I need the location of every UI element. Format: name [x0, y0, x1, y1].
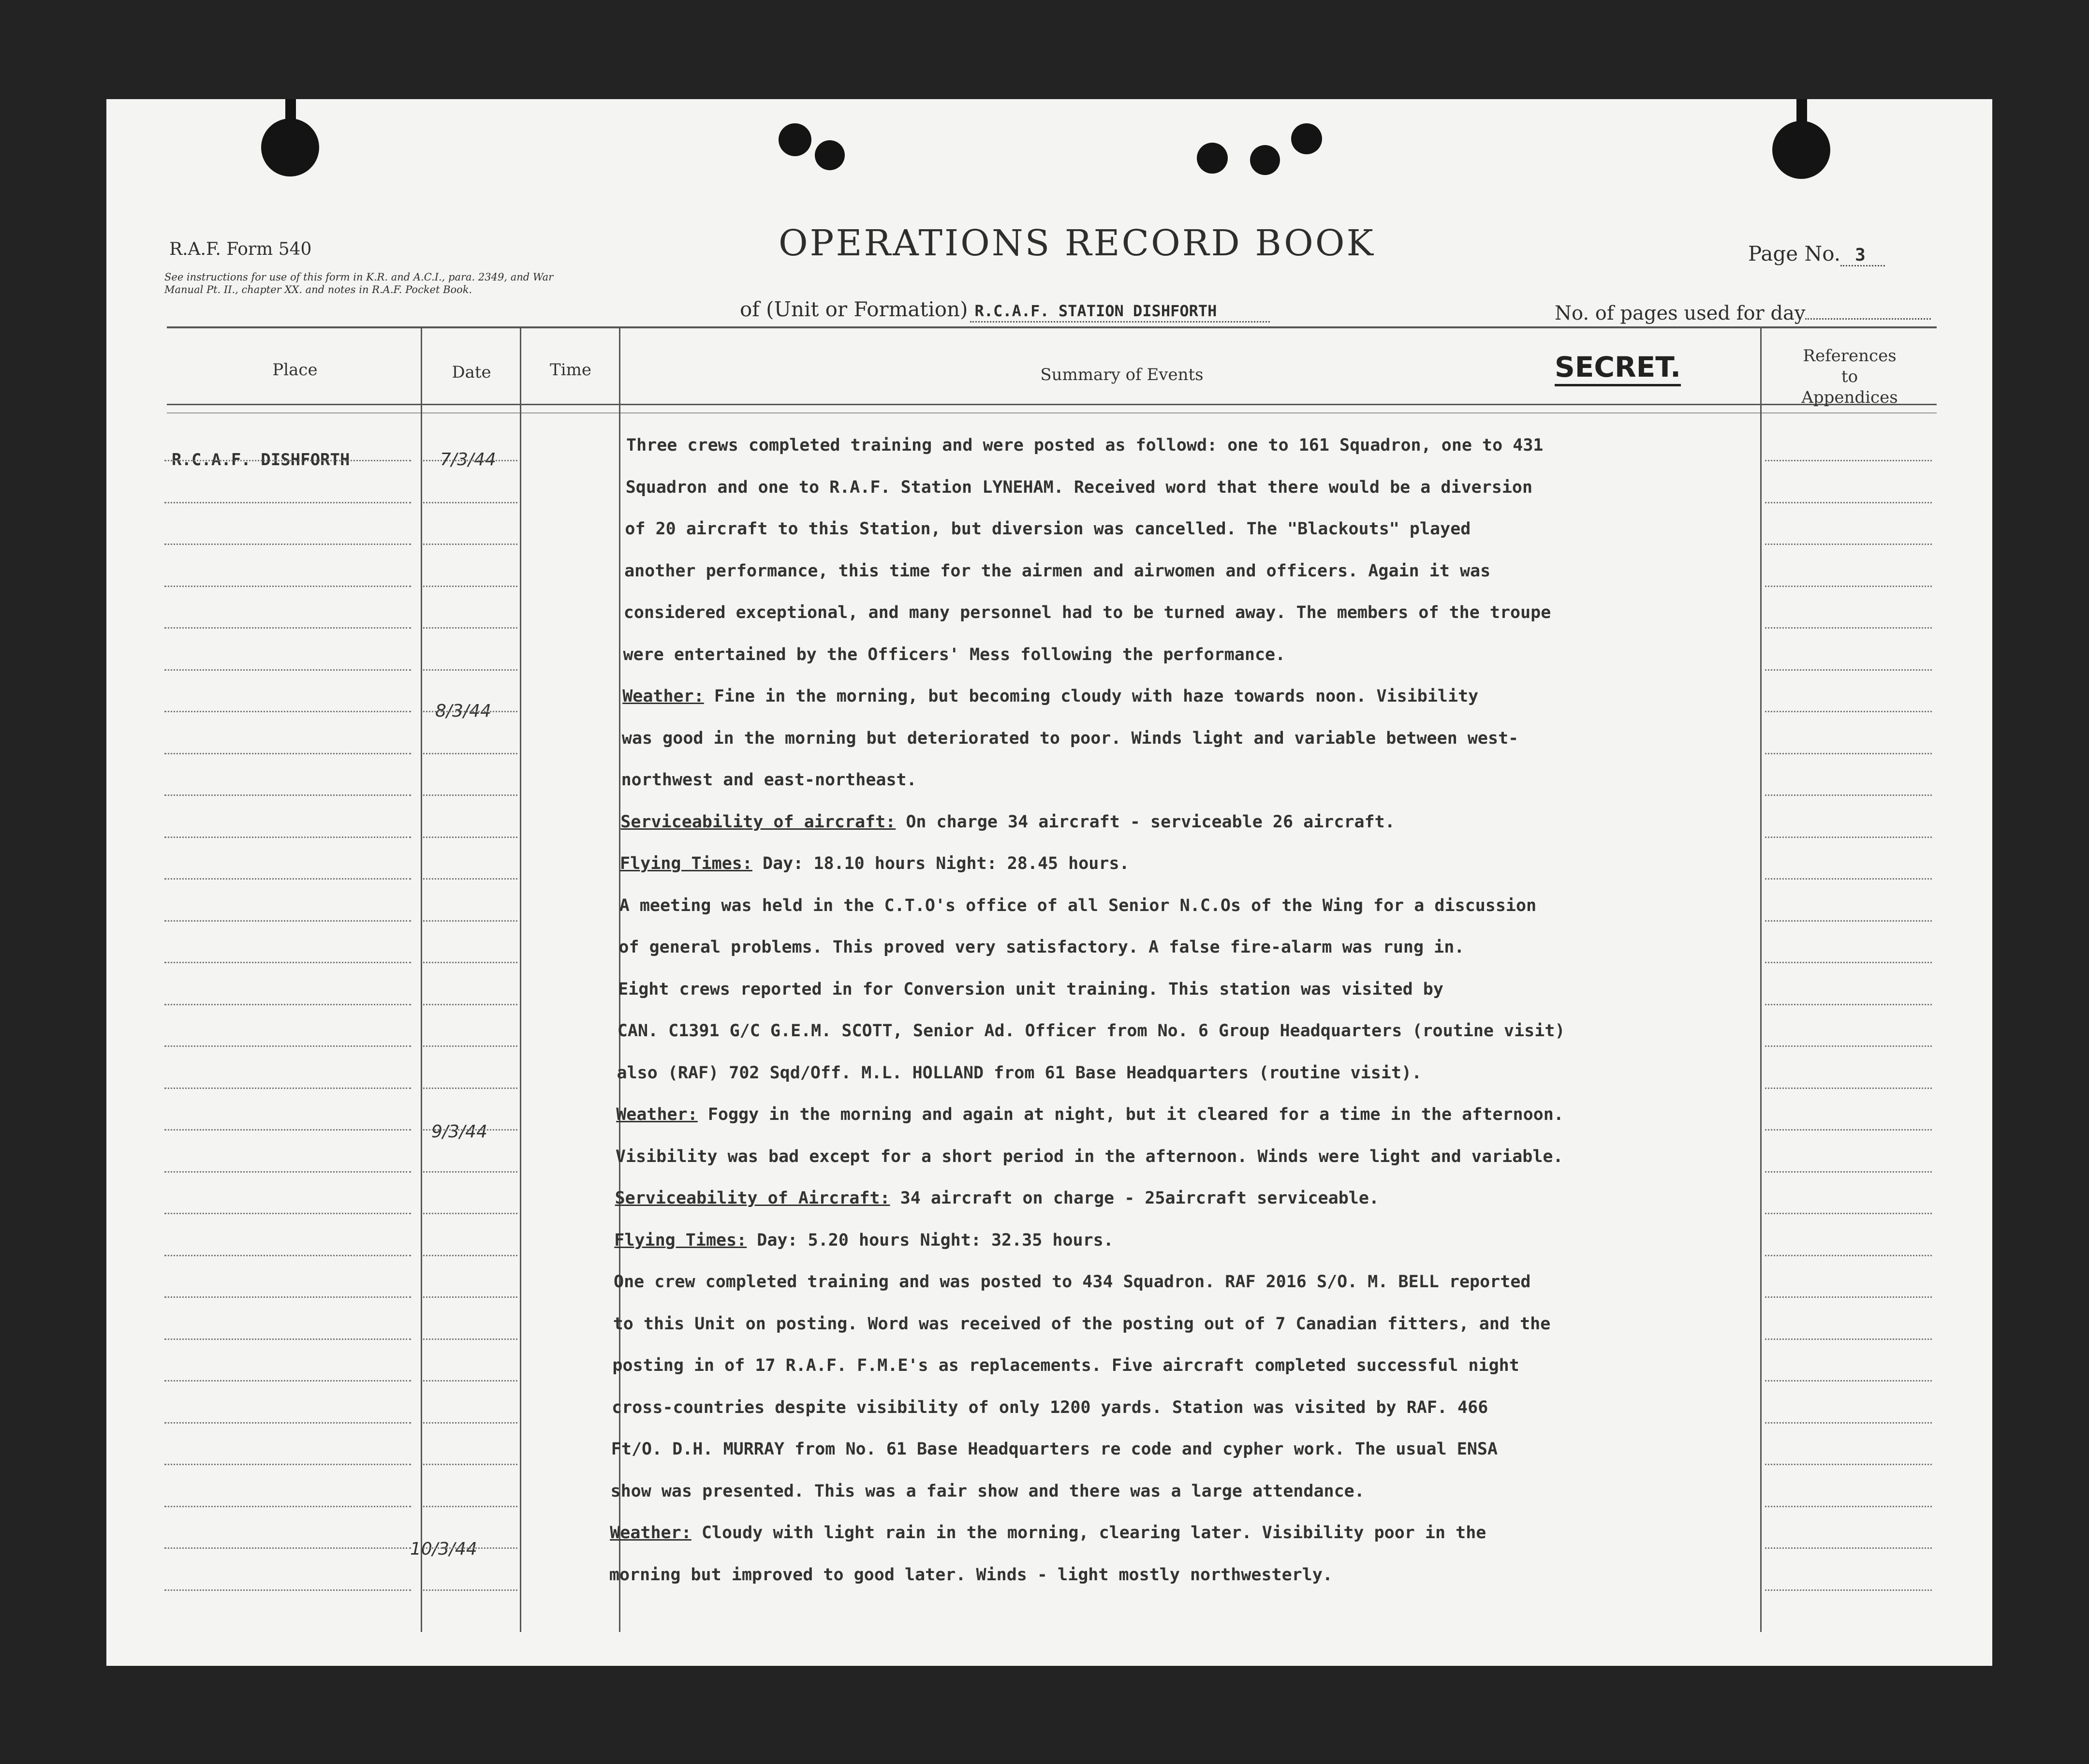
- ruled-line: [423, 1589, 517, 1591]
- ruled-line: [164, 586, 411, 587]
- ruled-line: [423, 1547, 517, 1549]
- summary-line: [620, 812, 1395, 832]
- ruled-line: [164, 1422, 411, 1424]
- ruled-line: [1765, 544, 1932, 545]
- ruled-line: [1765, 1045, 1932, 1047]
- entry-text: On charge 34 aircraft - serviceable 26 aircraft.: [896, 812, 1395, 832]
- col-references-line: Appendices: [1801, 388, 1898, 407]
- entry-text: Ft/O. D.H. MURRAY from No. 61 Base Headquarters re code and cypher work. The usual ENSA: [611, 1440, 1498, 1459]
- place-entry: R.C.A.F. DISHFORTH: [172, 450, 350, 470]
- col-divider: [520, 326, 521, 1632]
- ruled-line: [1765, 460, 1932, 461]
- table-header-rule: [167, 404, 1937, 405]
- ruled-line: [164, 1004, 411, 1005]
- ruled-line: [164, 1380, 411, 1382]
- ruled-line: [164, 1506, 411, 1507]
- entry-text: to this Unit on posting. Word was received of the posting out of 7 Canadian fitters, and the: [613, 1314, 1551, 1334]
- unit-label: of (Unit or Formation): [740, 297, 968, 321]
- summary-line: [625, 519, 1471, 539]
- entry-text: of general problems. This proved very satisfactory. A false fire-alarm was rung in.: [618, 938, 1465, 957]
- ruled-line: [423, 502, 517, 503]
- ruled-line: [164, 1255, 411, 1256]
- entry-text: Three crews completed training and were posted as followd: one to 161 Squadron, one to 431: [626, 436, 1544, 455]
- entry-text: Eight crews reported in for Conversion unit training. This station was visited by: [618, 979, 1443, 999]
- entry-label: Weather:: [622, 687, 704, 706]
- summary-line: [614, 1231, 1114, 1250]
- summary-line: [622, 729, 1518, 748]
- summary-line: [611, 1482, 1365, 1501]
- summary-line: [618, 938, 1464, 957]
- ruled-line: [1765, 1213, 1932, 1214]
- ruled-line: [423, 1213, 517, 1214]
- ruled-line: [423, 1380, 517, 1382]
- unit-value: R.C.A.F. STATION DISHFORTH: [970, 302, 1270, 323]
- ruled-line: [164, 1045, 411, 1047]
- ruled-line: [164, 669, 411, 671]
- entry-text: morning but improved to good later. Winds - light mostly northwesterly.: [609, 1565, 1333, 1585]
- entry-text: considered exceptional, and many personnel had to be turned away. The members of the troupe: [623, 603, 1551, 622]
- ruled-line: [1765, 1129, 1932, 1131]
- ruled-line: [1765, 1338, 1932, 1340]
- ruled-line: [1765, 1547, 1932, 1549]
- ruled-line: [164, 962, 411, 963]
- date-entry: 8/3/44: [435, 701, 491, 721]
- ruled-line: [423, 1464, 517, 1465]
- col-date: Date: [452, 363, 491, 382]
- summary-line: [624, 603, 1551, 622]
- entry-text: A meeting was held in the C.T.O's office of all Senior N.C.Os of the Wing for a discussion: [619, 896, 1537, 915]
- entry-label: Weather:: [610, 1523, 691, 1543]
- page-number: [1748, 242, 1885, 265]
- ruled-line: [423, 1129, 517, 1131]
- summary-line: [618, 980, 1443, 999]
- ruled-line: [1765, 711, 1932, 712]
- summary-line: [620, 854, 1130, 873]
- ruled-line: [423, 1338, 517, 1340]
- ruled-line: [164, 502, 411, 503]
- ruled-line: [164, 1296, 411, 1298]
- ruled-line: [164, 1547, 411, 1549]
- ruled-line: [423, 711, 517, 712]
- ruled-line: [1765, 627, 1932, 629]
- ruled-line: [423, 1255, 517, 1256]
- ruled-line: [423, 1171, 517, 1173]
- entry-text: posting in of 17 R.A.F. F.M.E's as replacements. Five aircraft completed successful night: [612, 1356, 1519, 1375]
- ruled-line: [164, 753, 411, 754]
- binder-hole-left: [261, 118, 319, 176]
- ruled-line: [1765, 837, 1932, 838]
- ruled-line: [164, 878, 411, 880]
- page-title: OPERATIONS RECORD BOOK: [779, 222, 1375, 264]
- summary-line: [621, 770, 917, 790]
- page-no-value: 3: [1840, 245, 1885, 266]
- ruled-line: [164, 1129, 411, 1131]
- ruled-line: [1765, 1296, 1932, 1298]
- ruled-line: [164, 920, 411, 922]
- summary-line: [611, 1440, 1498, 1459]
- col-time: Time: [550, 360, 591, 380]
- entry-text: northwest and east-northeast.: [621, 770, 917, 790]
- ruled-line: [1765, 1422, 1932, 1424]
- entry-label: Flying Times:: [620, 854, 752, 873]
- col-references: [1763, 346, 1937, 408]
- ruled-line: [1765, 669, 1932, 671]
- pages-used: [1555, 302, 1931, 324]
- ruled-line: [1765, 878, 1932, 880]
- summary-line: [609, 1565, 1333, 1585]
- col-summary: Summary of Events: [1040, 365, 1204, 384]
- entry-text: Foggy in the morning and again at night, but it cleared for a time in the afternoon.: [697, 1105, 1564, 1124]
- summary-line: [616, 1147, 1563, 1166]
- entry-text: 34 aircraft on charge - 25aircraft serviceable.: [890, 1189, 1379, 1208]
- col-place: Place: [272, 360, 318, 380]
- entry-label: Flying Times:: [614, 1230, 747, 1250]
- punch-hole: [1291, 123, 1322, 154]
- ruled-line: [423, 920, 517, 922]
- ruled-line: [423, 1506, 517, 1507]
- date-entry: 7/3/44: [440, 450, 496, 470]
- ruled-line: [164, 1171, 411, 1173]
- ruled-line: [423, 460, 517, 461]
- entry-text: Cloudy with light rain in the morning, clearing later. Visibility poor in the: [691, 1523, 1486, 1543]
- record-sheet: [106, 99, 1992, 1666]
- ruled-line: [423, 794, 517, 796]
- date-entry: 9/3/44: [431, 1122, 487, 1142]
- summary-line: [616, 1105, 1564, 1124]
- ruled-line: [1765, 1171, 1932, 1173]
- summary-line: [615, 1189, 1379, 1208]
- ruled-line: [423, 837, 517, 838]
- ruled-line: [423, 669, 517, 671]
- ruled-line: [423, 1088, 517, 1089]
- ruled-line: [1765, 753, 1932, 754]
- col-references-line: to: [1841, 367, 1858, 386]
- ruled-line: [423, 1422, 517, 1424]
- entry-label: Weather:: [616, 1105, 698, 1124]
- col-divider: [1760, 326, 1762, 1632]
- table-header-rule-2: [167, 412, 1937, 413]
- summary-line: [612, 1398, 1488, 1417]
- summary-line: [624, 561, 1490, 581]
- ruled-line: [1765, 1464, 1932, 1465]
- entry-text: One crew completed training and was posted to 434 Squadron. RAF 2016 S/O. M. BELL reported: [614, 1272, 1531, 1292]
- ruled-line: [423, 586, 517, 587]
- ruled-line: [423, 753, 517, 754]
- ruled-line: [423, 878, 517, 880]
- summary-line: [613, 1314, 1551, 1334]
- ruled-line: [423, 962, 517, 963]
- ruled-line: [423, 1004, 517, 1005]
- entry-text: Day: 18.10 hours Night: 28.45 hours.: [752, 854, 1130, 873]
- form-name: R.A.F. Form 540: [169, 239, 312, 259]
- ruled-line: [1765, 1255, 1932, 1256]
- entry-text: Fine in the morning, but becoming cloudy with haze towards noon. Visibility: [704, 687, 1479, 706]
- summary-line: [610, 1523, 1486, 1543]
- date-entry: 10/3/44: [410, 1539, 477, 1559]
- secret-stamp: SECRET.: [1555, 353, 1681, 386]
- ruled-line: [164, 627, 411, 629]
- table-top-rule: [167, 326, 1937, 328]
- entry-text: cross-countries despite visibility of only 1200 yards. Station was visited by RAF. 466: [612, 1397, 1488, 1417]
- entry-text: were entertained by the Officers' Mess following the performance.: [623, 645, 1286, 664]
- ruled-line: [1765, 1004, 1932, 1005]
- ruled-line: [1765, 1380, 1932, 1382]
- entry-text: was good in the morning but deteriorated to poor. Winds light and variable between west-: [621, 728, 1519, 748]
- ruled-line: [1765, 586, 1932, 587]
- ruled-line: [164, 1464, 411, 1465]
- ruled-line: [164, 1589, 411, 1591]
- punch-hole: [779, 123, 811, 156]
- ruled-line: [164, 1088, 411, 1089]
- entry-text: CAN. C1391 G/C G.E.M. SCOTT, Senior Ad. Officer from No. 6 Group Headquarters (routine visit): [617, 1021, 1565, 1041]
- ruled-line: [164, 460, 411, 461]
- ruled-line: [164, 544, 411, 545]
- ruled-line: [164, 1338, 411, 1340]
- entry-label: Serviceability of Aircraft:: [615, 1189, 890, 1208]
- ruled-line: [423, 544, 517, 545]
- entry-text: show was presented. This was a fair show and there was a large attendance.: [610, 1481, 1365, 1501]
- ruled-line: [164, 1213, 411, 1214]
- summary-line: [619, 896, 1536, 915]
- page-no-label: Page No.: [1748, 242, 1841, 265]
- summary-line: [622, 687, 1478, 706]
- summary-line: [626, 478, 1532, 497]
- summary-line: [626, 436, 1543, 455]
- ruled-line: [164, 837, 411, 838]
- ruled-line: [1765, 1589, 1932, 1591]
- ruled-line: [1765, 502, 1932, 503]
- binder-hole-right: [1772, 121, 1830, 179]
- ruled-line: [423, 1045, 517, 1047]
- entry-text: another performance, this time for the airmen and airwomen and officers. Again it was: [624, 561, 1491, 581]
- ruled-line: [1765, 794, 1932, 796]
- entry-text: Squadron and one to R.A.F. Station LYNEHAM. Received word that there would be a diversion: [625, 477, 1533, 497]
- ruled-line: [1765, 1506, 1932, 1507]
- ruled-line: [164, 711, 411, 712]
- ruled-line: [1765, 962, 1932, 963]
- punch-hole: [1250, 145, 1280, 175]
- unit-line: [740, 297, 1270, 321]
- summary-line: [614, 1272, 1530, 1292]
- pages-used-label: No. of pages used for day: [1555, 302, 1806, 324]
- ruled-line: [1765, 1088, 1932, 1089]
- col-divider: [421, 326, 422, 1632]
- punch-hole: [1197, 143, 1228, 174]
- summary-line: [618, 1021, 1565, 1041]
- ruled-line: [164, 794, 411, 796]
- form-instructions: See instructions for use of this form in K.R. and A.C.I., para. 2349, and War Manual Pt. II., chapter XX. and notes in R.A.F. Pocket Book.: [164, 271, 554, 296]
- ruled-line: [423, 1296, 517, 1298]
- summary-line: [617, 1063, 1422, 1083]
- entry-text: Visibility was bad except for a short period in the afternoon. Winds were light and variable.: [615, 1147, 1563, 1166]
- entry-label: Serviceability of aircraft:: [620, 812, 896, 832]
- ruled-line: [1765, 920, 1932, 922]
- pages-used-blank: [1805, 318, 1931, 320]
- summary-line: [623, 645, 1286, 664]
- ruled-line: [423, 627, 517, 629]
- punch-hole: [815, 140, 845, 170]
- summary-line: [612, 1356, 1519, 1375]
- entry-text: of 20 aircraft to this Station, but diversion was cancelled. The "Blackouts" played: [625, 519, 1471, 539]
- entry-text: Day: 5.20 hours Night: 32.35 hours.: [747, 1230, 1114, 1250]
- col-references-line: References: [1803, 346, 1897, 366]
- entry-text: also (RAF) 702 Sqd/Off. M.L. HOLLAND from 61 Base Headquarters (routine visit).: [617, 1063, 1422, 1083]
